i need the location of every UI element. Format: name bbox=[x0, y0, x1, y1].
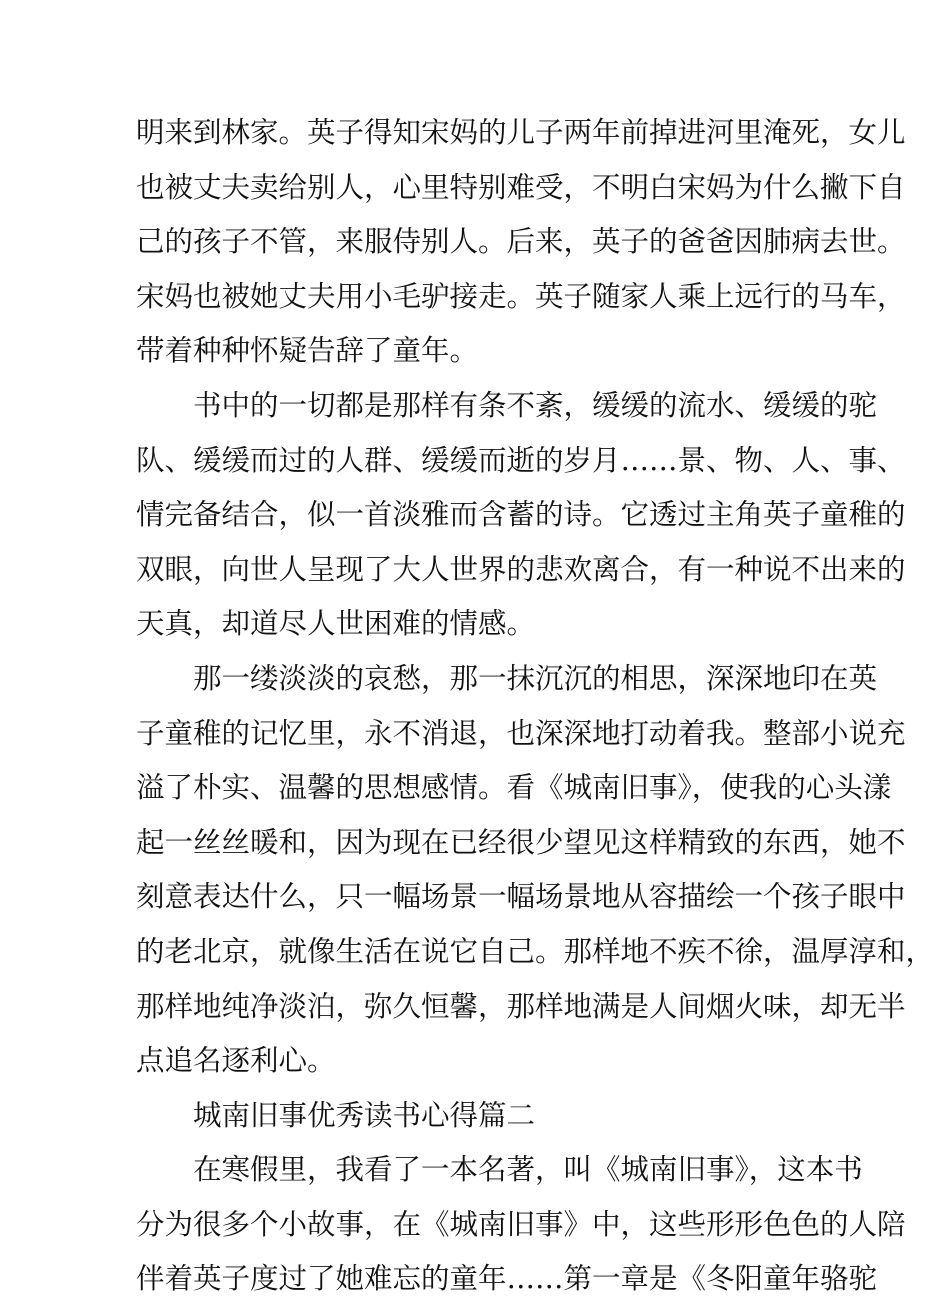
text-line: 分为很多个小故事，在《城南旧事》中，这些形形色色的人陪 bbox=[136, 1207, 906, 1241]
text-line: 在寒假里，我看了一本名著，叫《城南旧事》，这本书 bbox=[193, 1153, 863, 1187]
text-line: 伴着英子度过了她难忘的童年……第一章是《冬阳童年骆驼 bbox=[136, 1262, 878, 1296]
text-line: 起一丝丝暖和，因为现在已经很少望见这样精致的东西，她不 bbox=[136, 825, 906, 859]
text-line: 书中的一切都是那样有条不紊，缓缓的流水、缓缓的驼 bbox=[193, 388, 878, 422]
text-line: 明来到林家。英子得知宋妈的儿子两年前掉进河里淹死，女儿 bbox=[136, 116, 906, 149]
text-line: 宋妈也被她丈夫用小毛驴接走。英子随家人乘上远行的马车， bbox=[136, 279, 906, 313]
text-line: 刻意表达什么，只一幅场景一幅场景地从容描绘一个孩子眼中 bbox=[136, 880, 906, 914]
text-line: 带着种种怀疑告辞了童年。 bbox=[136, 334, 479, 368]
text-line: 点追名逐利心。 bbox=[136, 1044, 336, 1078]
text-line: 那样地纯净淡泊，弥久恒馨，那样地满是人间烟火味，却无半 bbox=[136, 989, 906, 1023]
text-line: 己的孩子不管，来服侍别人。后来，英子的爸爸因肺病去世。 bbox=[136, 225, 906, 259]
section-heading: 城南旧事优秀读书心得篇二 bbox=[193, 1098, 536, 1132]
text-line: 双眼，向世人呈现了大人世界的悲欢离合，有一种说不出来的 bbox=[136, 552, 906, 586]
text-line: 队、缓缓而过的人群、缓缓而逝的岁月……景、物、人、事、 bbox=[136, 443, 906, 477]
text-line: 情完备结合，似一首淡雅而含蓄的诗。它透过主角英子童稚的 bbox=[136, 498, 906, 532]
text-line: 的老北京，就像生活在说它自己。那样地不疾不徐，温厚淳和， bbox=[136, 934, 934, 968]
text-line: 天真，却道尽人世困难的情感。 bbox=[136, 607, 536, 641]
body-text bbox=[136, 106, 934, 1307]
text-line: 子童稚的记忆里，永不消退，也深深地打动着我。整部小说充 bbox=[136, 716, 906, 750]
text-line: 也被丈夫卖给别人，心里特别难受，不明白宋妈为什么撇下自 bbox=[136, 170, 906, 204]
text-line: 溢了朴实、温馨的思想感情。看《城南旧事》，使我的心头漾 bbox=[136, 771, 892, 805]
text-line: 那一缕淡淡的哀愁，那一抹沉沉的相思，深深地印在英 bbox=[193, 661, 878, 695]
